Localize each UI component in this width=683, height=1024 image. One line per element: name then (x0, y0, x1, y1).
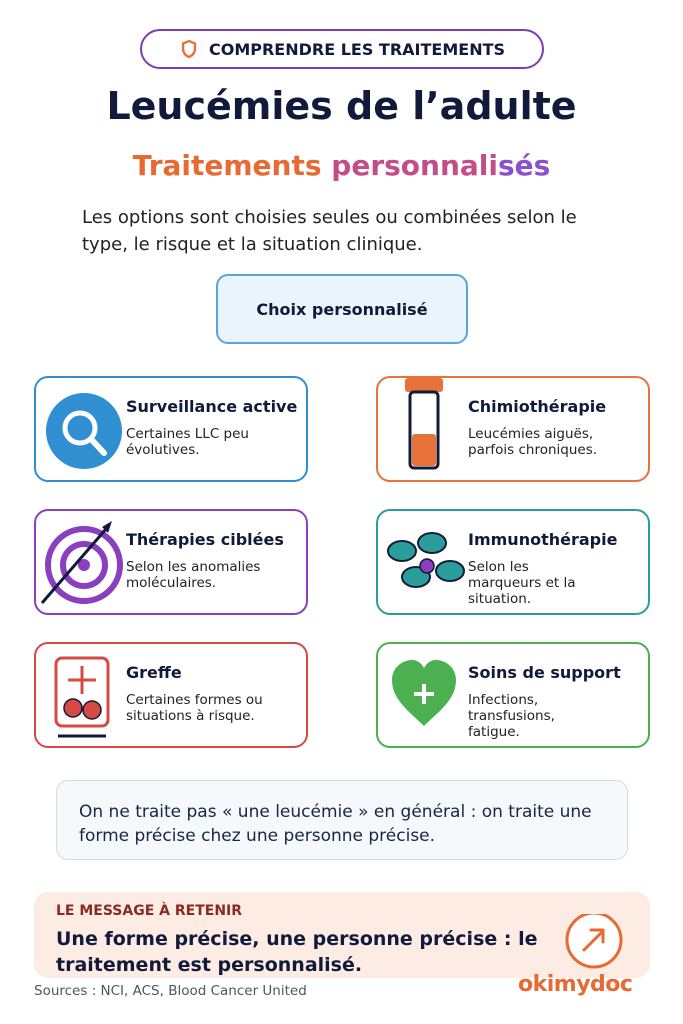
magnifier-icon (44, 391, 124, 471)
page-title: Leucémies de l’adulte (106, 84, 577, 128)
heart-plus-icon (390, 658, 458, 728)
card-title: Soins de support (468, 663, 621, 682)
takeaway-text: Une forme précise, une personne précise : le traitement est personnalisé. (56, 928, 538, 976)
test-tube-icon (396, 376, 452, 476)
section-badge (140, 29, 544, 69)
takeaway-label: LE MESSAGE À RETENIR (56, 903, 243, 919)
card-chimiotherapie (376, 376, 650, 482)
arrow-up-right-icon (532, 914, 624, 974)
card-description: Certaines formes ou situations à risque. (126, 692, 263, 724)
card-title: Greffe (126, 663, 182, 682)
card-title: Chimiothérapie (468, 397, 607, 416)
card-surveillance-active (34, 376, 308, 482)
card-immunotherapie (376, 509, 650, 615)
choice-box (216, 274, 468, 344)
cells-icon (384, 529, 468, 595)
cell-bag-icon (52, 654, 112, 740)
card-title: Immunothérapie (468, 530, 618, 549)
brand-logo: okimydoc (518, 972, 633, 997)
shield-icon (179, 39, 199, 59)
card-greffe (34, 642, 308, 748)
card-description: Selon les marqueurs et la situation. (468, 559, 576, 607)
card-description: Certaines LLC peu évolutives. (126, 426, 249, 458)
page-subtitle: Traitements personnalisés (132, 149, 551, 182)
card-description: Selon les anomalies moléculaires. (126, 559, 261, 591)
card-soins-de-support (376, 642, 650, 748)
target-icon (40, 519, 126, 607)
choice-label: Choix personnalisé (256, 299, 428, 319)
card-description: Infections, transfusions, fatigue. (468, 692, 555, 740)
badge-label: COMPRENDRE LES TRAITEMENTS (208, 39, 506, 59)
key-note: On ne traite pas « une leucémie » en général : on traite une forme précise chez une personne précise. (56, 780, 628, 860)
card-therapies-ciblees (34, 509, 308, 615)
intro-text: Les options sont choisies seules ou combinées selon le type, le risque et la situation clinique. (82, 207, 577, 255)
card-title: Thérapies ciblées (126, 530, 284, 549)
card-title: Surveillance active (126, 397, 298, 416)
card-description: Leucémies aiguës, parfois chroniques. (468, 426, 598, 458)
sources-text: Sources : NCI, ACS, Blood Cancer United (34, 983, 307, 999)
